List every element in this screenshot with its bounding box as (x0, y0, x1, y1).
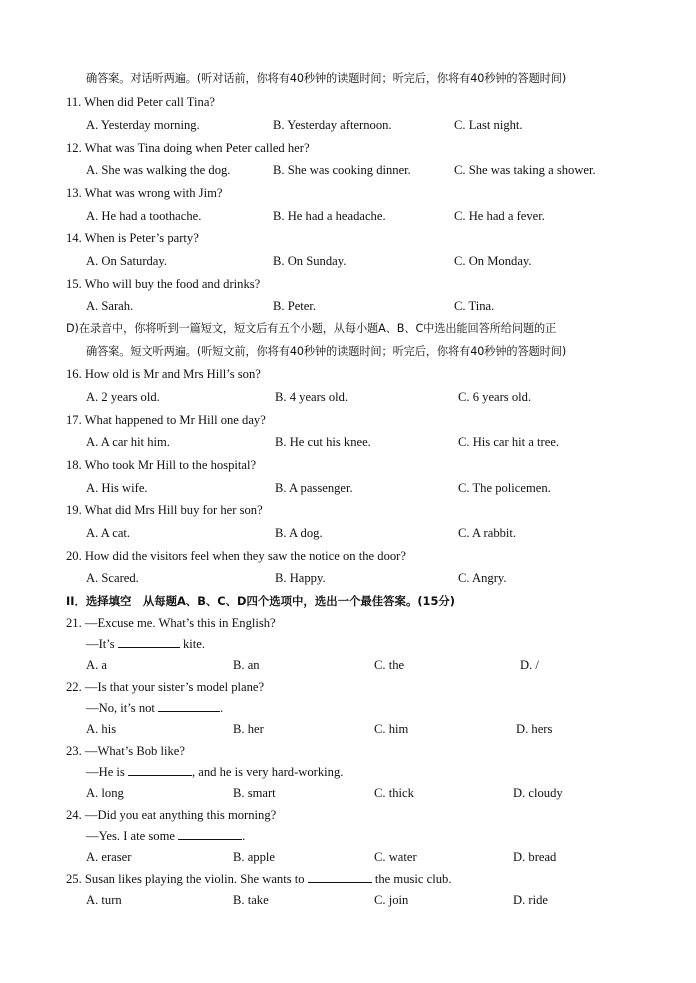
q18-option-b: B. A passenger. (275, 481, 353, 495)
q24-option-d: D. bread (513, 850, 557, 864)
q23-answer-line (86, 764, 343, 780)
q19-option-b: B. A dog. (275, 526, 323, 540)
q14-option-b: B. On Sunday. (273, 254, 347, 268)
q12-option-a: A. She was walking the dog. (86, 163, 231, 177)
q24-blank (178, 828, 242, 840)
q25-option-b: B. take (233, 893, 269, 907)
q23-blank (128, 764, 192, 776)
q25-option-d: D. ride (513, 893, 548, 907)
q22-option-d: D. hers (516, 722, 553, 736)
q24-answer-prefix: —Yes. I ate some (86, 829, 175, 843)
q23-option-d: D. cloudy (513, 786, 563, 800)
question-22 (66, 679, 264, 695)
question-19: 19. What did Mrs Hill buy for her son? (66, 503, 263, 517)
question-12: 12. What was Tina doing when Peter called her? (66, 141, 310, 155)
question-25 (66, 871, 452, 887)
q24-prompt: —Did you eat anything this morning? (84, 808, 277, 822)
question-16: 16. How old is Mr and Mrs Hill’s son? (66, 367, 261, 381)
q16-option-b: B. 4 years old. (275, 390, 349, 404)
q15-option-c: C. Tina. (454, 299, 495, 313)
q24-number: 24. (66, 808, 82, 822)
question-24 (66, 807, 276, 823)
q22-option-c: C. him (374, 722, 409, 736)
q18-option-a: A. His wife. (86, 481, 148, 495)
q23-option-c: C. thick (374, 786, 414, 800)
q18-option-c: C. The policemen. (458, 481, 551, 495)
q23-option-a: A. long (86, 786, 124, 800)
question-18: 18. Who took Mr Hill to the hospital? (66, 458, 257, 472)
question-23 (66, 743, 185, 759)
q22-answer-prefix: —No, it’s not (86, 701, 155, 715)
q21-number: 21. (66, 616, 82, 630)
q23-prompt: —What’s Bob like? (84, 744, 185, 758)
q25-text-suffix: the music club. (374, 872, 452, 886)
q21-option-b: B. an (233, 658, 260, 672)
q21-blank (118, 636, 180, 648)
q25-blank (308, 871, 372, 883)
q22-option-a: A. his (86, 722, 117, 736)
section-d-instruction-line2: 确答案。短文听两遍。(听短文前，你将有40秒钟的读题时间；听完后，你将有40秒钟的答题时间) (86, 345, 567, 358)
question-13: 13. What was wrong with Jim? (66, 186, 223, 200)
question-15: 15. Who will buy the food and drinks? (66, 277, 261, 291)
q23-answer-suffix: , and he is very hard-working. (191, 765, 344, 779)
q21-answer-prefix: —It’s (86, 637, 115, 651)
q22-blank (158, 700, 220, 712)
q15-option-a: A. Sarah. (86, 299, 134, 313)
q22-answer-suffix: . (220, 701, 224, 715)
q13-option-a: A. He had a toothache. (86, 209, 202, 223)
q24-answer-line (86, 828, 245, 844)
q14-option-c: C. On Monday. (454, 254, 532, 268)
q17-option-c: C. His car hit a tree. (458, 435, 560, 449)
q23-number: 23. (66, 744, 82, 758)
section-c-instruction: 确答案。对话听两遍。(听对话前，你将有40秒钟的读题时间；听完后，你将有40秒钟的答题时间) (86, 72, 567, 85)
q21-answer-suffix: kite. (183, 637, 206, 651)
q22-option-b: B. her (233, 722, 264, 736)
question-20: 20. How did the visitors feel when they saw the notice on the door? (66, 549, 406, 563)
q23-option-b: B. smart (233, 786, 276, 800)
q21-option-a: A. a (86, 658, 107, 672)
q20-option-c: C. Angry. (458, 571, 507, 585)
q24-option-b: B. apple (233, 850, 275, 864)
q16-option-c: C. 6 years old. (458, 390, 532, 404)
q24-option-c: C. water (374, 850, 417, 864)
q17-option-b: B. He cut his knee. (275, 435, 371, 449)
q25-text-prefix: 25. Susan likes playing the violin. She wants to (66, 872, 305, 886)
q11-option-b: B. Yesterday afternoon. (273, 118, 392, 132)
q20-option-b: B. Happy. (275, 571, 326, 585)
q25-option-a: A. turn (86, 893, 122, 907)
q20-option-a: A. Scared. (86, 571, 139, 585)
q17-option-a: A. A car hit him. (86, 435, 170, 449)
q13-option-b: B. He had a headache. (273, 209, 386, 223)
section-2-heading: II．选择填空 从每题A、B、C、D四个选项中，选出一个最佳答案。(15分) (66, 594, 455, 608)
q22-number: 22. (66, 680, 82, 694)
q21-prompt: —Excuse me. What’s this in English? (84, 616, 276, 630)
q22-prompt: —Is that your sister’s model plane? (84, 680, 265, 694)
q13-option-c: C. He had a fever. (454, 209, 545, 223)
section-d-instruction-line1: D)在录音中，你将听到一篇短文，短文后有五个小题，从每小题A、B、C中选出能回答所给问题的正 (66, 322, 557, 335)
question-11: 11. When did Peter call Tina? (66, 95, 216, 109)
q21-answer-line (86, 636, 205, 652)
q19-option-c: C. A rabbit. (458, 526, 517, 540)
q24-answer-suffix: . (242, 829, 246, 843)
q14-option-a: A. On Saturday. (86, 254, 168, 268)
q11-option-c: C. Last night. (454, 118, 523, 132)
q16-option-a: A. 2 years old. (86, 390, 160, 404)
q21-option-d: D. / (520, 658, 539, 672)
q22-answer-line (86, 700, 223, 716)
q25-option-c: C. join (374, 893, 409, 907)
question-14: 14. When is Peter’s party? (66, 231, 199, 245)
q11-option-a: A. Yesterday morning. (86, 118, 200, 132)
q15-option-b: B. Peter. (273, 299, 317, 313)
question-21 (66, 615, 276, 631)
q23-answer-prefix: —He is (86, 765, 125, 779)
q12-option-b: B. She was cooking dinner. (273, 163, 411, 177)
q19-option-a: A. A cat. (86, 526, 131, 540)
q24-option-a: A. eraser (86, 850, 132, 864)
q12-option-c: C. She was taking a shower. (454, 163, 596, 177)
q21-option-c: C. the (374, 658, 405, 672)
question-17: 17. What happened to Mr Hill one day? (66, 413, 266, 427)
